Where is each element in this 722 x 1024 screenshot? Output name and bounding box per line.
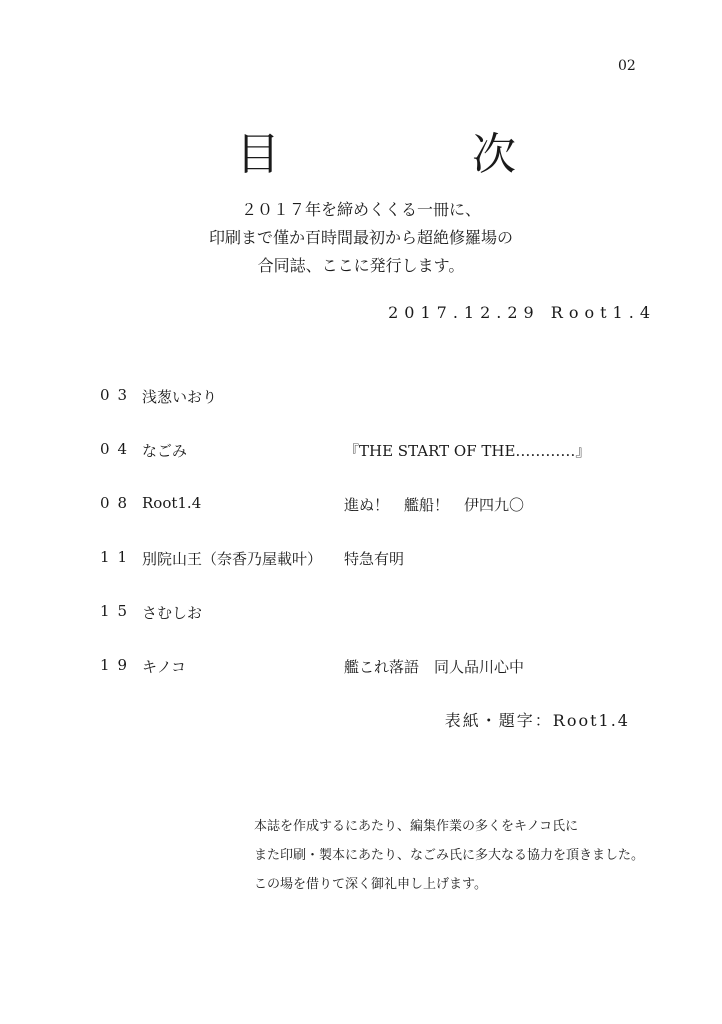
title-char-left: 目	[236, 129, 280, 180]
toc-work-title: 特急有明	[344, 550, 405, 568]
acknowledgement-line: この場を借りて深く御礼申し上げます。	[254, 877, 487, 892]
toc-page-number: 04	[100, 440, 136, 458]
intro-line: 合同誌、ここに発行します。	[257, 256, 465, 275]
acknowledgements	[254, 812, 644, 899]
toc-entry	[100, 380, 660, 434]
publication-date-line: 2017.12.29 Root1.4	[388, 303, 656, 322]
acknowledgement-line: また印刷・製本にあたり、なごみ氏に多大なる協力を頂きました。	[254, 848, 645, 863]
toc-author: 浅葱いおり	[142, 388, 218, 406]
toc-work-title: 進ぬ！ 艦船！ 伊四九〇	[344, 496, 525, 514]
toc-page-number: 19	[100, 656, 136, 674]
toc-page-number: 15	[100, 602, 136, 620]
toc-entry	[100, 542, 660, 596]
toc-page-number: 08	[100, 494, 136, 512]
cover-credit: 表紙・題字：Root1.4	[444, 711, 630, 730]
table-of-contents	[100, 380, 660, 704]
toc-entry	[100, 596, 660, 650]
acknowledgement-line: 本誌を作成するにあたり、編集作業の多くをキノコ氏に	[254, 819, 579, 834]
toc-author: 別院山王（奈香乃屋載叶）	[142, 550, 323, 568]
intro-line: ２０１７年を締めくくる一冊に、	[240, 200, 481, 219]
intro-line: 印刷まで僅か百時間最初から超絶修羅場の	[208, 228, 513, 247]
toc-author: なごみ	[142, 442, 188, 460]
toc-work-title: 『THE START OF THE…………』	[344, 442, 591, 460]
toc-author: さむしお	[142, 604, 203, 622]
toc-entry	[100, 434, 660, 488]
toc-author: Root1.4	[142, 494, 202, 512]
toc-entry	[100, 650, 660, 704]
toc-author: キノコ	[142, 658, 186, 676]
toc-page-number: 11	[100, 548, 136, 566]
title-char-right: 次	[472, 129, 516, 180]
toc-page-number: 03	[100, 386, 136, 404]
toc-entry	[100, 488, 660, 542]
toc-work-title: 艦これ落語 同人品川心中	[344, 658, 525, 676]
intro-paragraph	[0, 196, 722, 280]
page-number: 02	[618, 58, 636, 74]
